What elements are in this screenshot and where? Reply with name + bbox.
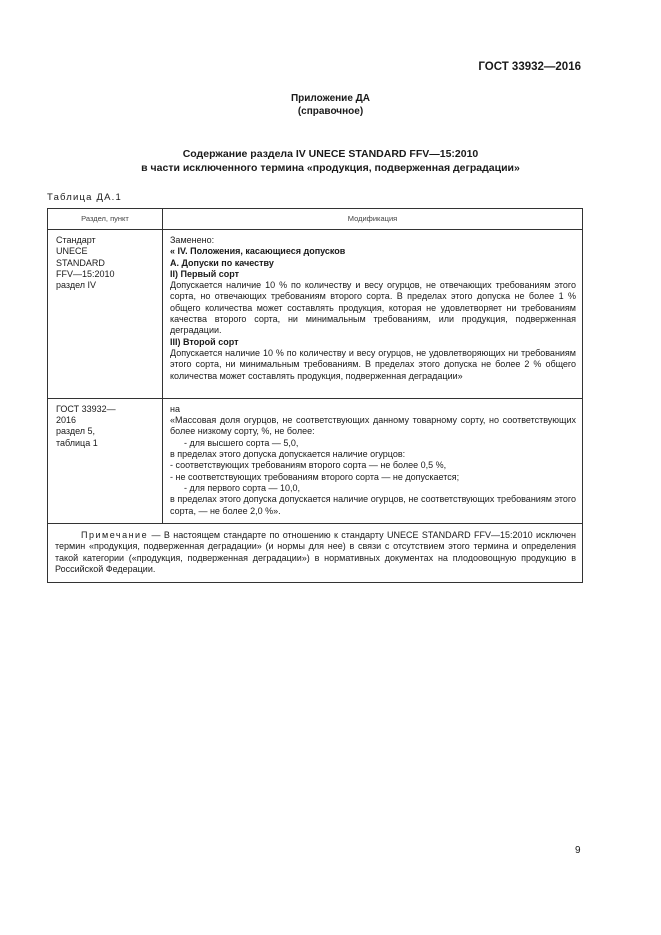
- table-note: [48, 523, 583, 582]
- annex-subtitle: (справочное): [297, 106, 364, 117]
- second-not-line: - не соответствующих требованиям второго сорта — не допускается;: [170, 471, 460, 482]
- section-line: UNECE: [56, 246, 88, 257]
- page-number: 9: [575, 845, 581, 856]
- note-text: — В настоящем стандарте по отношению к стандарту UNECE STANDARD FFV—15:2010 исключен термин «продукция, подверженная деградации» (и нормы для нее) в связи с отсутствием этого термина и определения такой категории («продукция, подверженная деградации») в нормативных документах на плодоовощную продукцию в Российской Федерации.: [55, 529, 576, 575]
- section-line: STANDARD: [56, 257, 105, 268]
- section-cell-gost: [48, 398, 163, 523]
- annex-title: Приложение ДА: [290, 93, 371, 104]
- second-grade-text: Допускается наличие 10 % по количеству и весу огурцов, не удовлетворяющих ни требованиям этого сорта, ни минимальным требованиям. В пределах этого допуска не более 2 % общего количества может составлять продукция, подверженная деградации»: [170, 347, 576, 381]
- section-line: Стандарт: [56, 235, 96, 245]
- section-cell-unece: [48, 230, 163, 399]
- content-title-line2: в части исключенного термина «продукция, подверженная деградации»: [141, 162, 520, 174]
- quality-tolerances-subheading: А. Допуски по качеству: [170, 257, 274, 268]
- header-modification: Модификация: [163, 209, 583, 230]
- first-grade-line: - для первого сорта — 10,0,: [184, 482, 300, 493]
- first-grade-text: Допускается наличие 10 % по количеству и весу огурцов, не отвечающих требованиям этого сорта, но отвечающих требованиям второго сорта. В пределах этого допуска не более 1 % общего количества может составлять продукция, которая не удовлетворяет ни требованиям качества второго сорта, ни минимальным требованиям, или продукция, подверженная деградации.: [170, 280, 576, 336]
- within-first-line: в пределах этого допуска допускается наличие огурцов, не соответствующих требованиям этого сорта, — не более 2,0 %».: [170, 494, 576, 516]
- tolerances-heading: « IV. Положения, касающиеся допусков: [170, 246, 346, 257]
- on-label: на: [170, 403, 180, 414]
- highest-grade-line: - для высшего сорта — 5,0,: [184, 437, 299, 448]
- section-line: FFV—15:2010: [56, 268, 115, 279]
- mass-fraction-intro: «Массовая доля огурцов, не соответствующих данному товарному сорту, но соответствующих более низкому сорту, %, не более:: [170, 415, 576, 437]
- section-line: раздел IV: [56, 280, 97, 291]
- table-row: [48, 230, 583, 399]
- section-line: раздел 5,: [56, 426, 96, 437]
- first-grade-title: II) Первый сорт: [170, 268, 240, 279]
- table-row: [48, 398, 583, 523]
- section-line: 2016: [56, 415, 77, 426]
- modification-table: [47, 208, 583, 583]
- replaced-label: Заменено:: [170, 235, 215, 245]
- content-title: [60, 147, 601, 175]
- modification-cell-replaced: [163, 230, 583, 399]
- table-header-row: [48, 209, 583, 230]
- second-grade-title: III) Второй сорт: [170, 336, 239, 347]
- document-code: ГОСТ 33932—2016: [478, 61, 581, 73]
- table-note-row: [48, 523, 583, 582]
- second-ok-line: - соответствующих требованиям второго сорта — не более 0,5 %,: [170, 460, 447, 471]
- within-highest-line: в пределах этого допуска допускается наличие огурцов:: [170, 449, 406, 460]
- section-line: ГОСТ 33932—: [56, 403, 116, 414]
- modification-cell-new: [163, 398, 583, 523]
- header-section: Раздел, пункт: [48, 209, 163, 230]
- section-line: таблица 1: [56, 437, 98, 448]
- content-title-line1: Содержание раздела IV UNECE STANDARD FFV—15:2010: [182, 148, 479, 160]
- note-label: Примечание: [81, 529, 149, 540]
- annex-heading: [0, 92, 661, 118]
- table-caption: Таблица ДА.1: [47, 192, 122, 203]
